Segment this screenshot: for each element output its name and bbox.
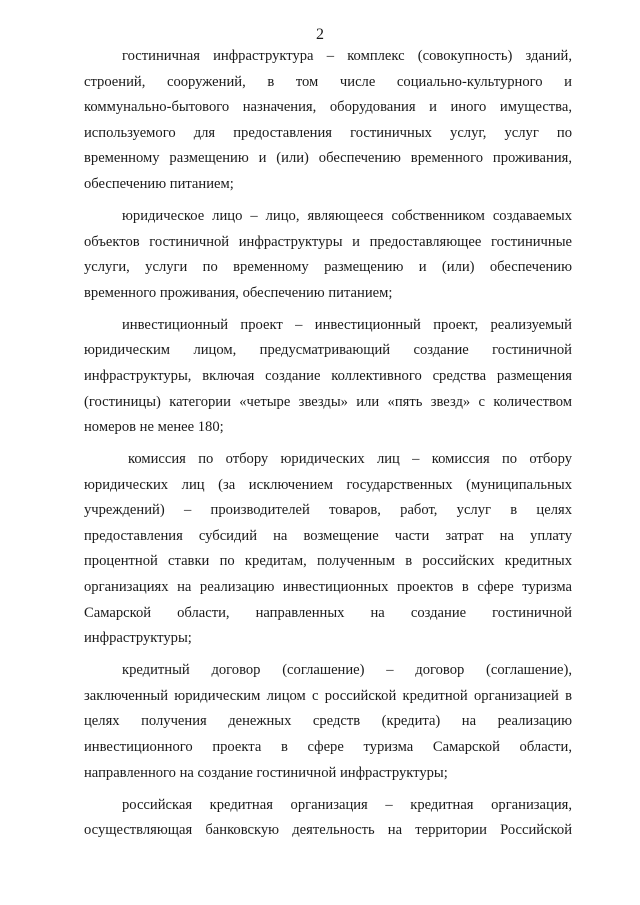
- text-line: комиссия по отбору юридических лиц – комиссия по отбору: [128, 451, 572, 468]
- text-line: учреждений) – производителей товаров, работ, услуг в целях: [84, 502, 572, 519]
- definition-selection-commission: [84, 447, 572, 652]
- text-line: коммунально-бытового назначения, оборудования и иного имущества,: [84, 99, 572, 116]
- text-line: гостиничная инфраструктура – комплекс (совокупность) зданий,: [122, 48, 572, 64]
- text-line: инвестиционного проекта в сфере туризма Самарской области,: [84, 739, 572, 755]
- text-line: процентной ставки по кредитам, полученным в российских кредитных: [84, 553, 572, 570]
- text-line: кредитный договор (соглашение) – договор (соглашение),: [122, 662, 572, 679]
- text-line: осуществляющая банковскую деятельность на территории Российской: [84, 822, 572, 839]
- text-line: организациях на реализацию инвестиционных проектов в сфере туризма: [84, 579, 572, 596]
- definition-russian-credit-org: [84, 793, 572, 844]
- definition-hotel-infrastructure: [84, 44, 572, 198]
- definition-investment-project: [84, 313, 572, 441]
- text-line: направленного на создание гостиничной инфраструктуры;: [84, 764, 448, 781]
- text-line: предоставления субсидий на возмещение части затрат на уплату: [84, 527, 572, 544]
- text-line: временного проживания, обеспечению питанием;: [84, 284, 393, 301]
- text-line: (гостиницы) категории «четыре звезды» или «пять звезд» с количеством: [84, 393, 572, 410]
- text-line: номеров не менее 180;: [84, 419, 224, 436]
- text-line: инвестиционный проект – инвестиционный проект, реализуемый: [122, 316, 572, 333]
- text-line: юридическим лицом, предусматривающий создание гостиничной: [84, 342, 572, 359]
- text-line: используемого для предоставления гостиничных услуг, услуг по: [84, 124, 572, 141]
- text-line: обеспечению питанием;: [84, 175, 234, 192]
- text-line: Самарской области, направленных на создание гостиничной: [84, 604, 572, 621]
- text-line: целях получения денежных средств (кредита) на реализацию: [84, 713, 572, 730]
- text-line: российская кредитная организация – кредитная организация,: [122, 796, 572, 813]
- text-line: заключенный юридическим лицом с российской кредитной организацией в: [84, 687, 572, 704]
- text-line: инфраструктуры;: [84, 630, 192, 647]
- text-line: объектов гостиничной инфраструктуры и предоставляющее гостиничные: [84, 233, 572, 250]
- text-line: временному размещению и (или) обеспечению временного проживания,: [84, 150, 572, 167]
- text-line: услуги, услуги по временному размещению и (или) обеспечению: [84, 259, 572, 276]
- text-line: юридических лиц (за исключением государственных (муниципальных: [84, 476, 572, 493]
- text-line: инфраструктуры, включая создание коллективного средства размещения: [84, 367, 572, 384]
- document-body: [84, 44, 572, 850]
- page-number: 2: [316, 26, 324, 43]
- text-line: строений, сооружений, в том числе социально-культурного и: [84, 73, 572, 90]
- definition-credit-agreement: [84, 658, 572, 786]
- definition-legal-entity: [84, 204, 572, 306]
- text-line: юридическое лицо – лицо, являющееся собственником создаваемых: [122, 207, 572, 224]
